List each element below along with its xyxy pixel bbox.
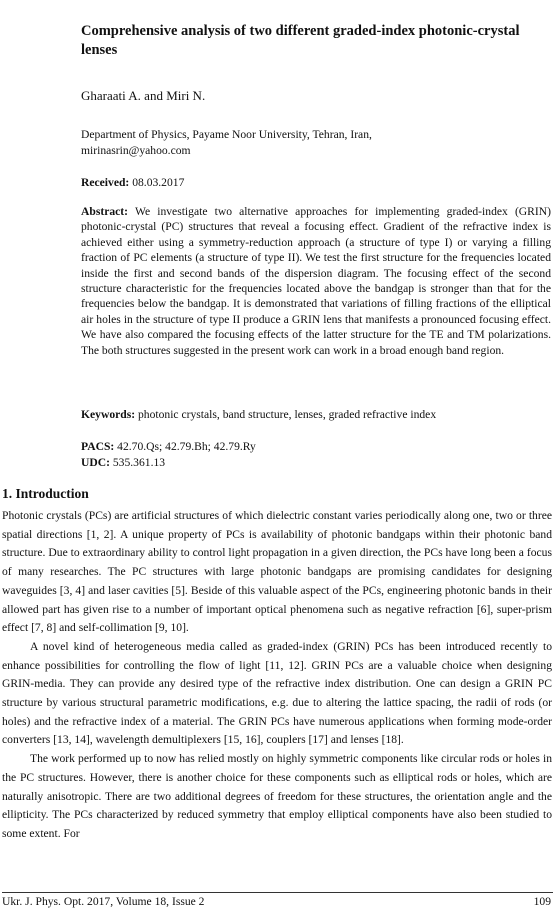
paragraph: A novel kind of heterogeneous media called as graded-index (GRIN) PCs has been introduced recently to enhance possibilities for controlling the flow of light [11, 12]. GRIN PCs are a valuable choice when designing GRIN-media. They can provide any desired type of the refractive index distribution. One can design a GRIN PC structure by various structural parametric modifications, e.g. due to altering the lattice spacing, the radii of rods (or holes) and the refractive index of a material. The GRIN PCs have numerous applications when forming mode-order converters [13, 14], wavelength demultiplexers [15, 16], couplers [17] and lenses [18]. [2, 639, 552, 747]
introduction-body [2, 507, 552, 844]
received-date: 08.03.2017 [129, 176, 185, 189]
paper-title: Comprehensive analysis of two different graded-index photonic-crystal lenses [81, 23, 520, 58]
footer-journal: Ukr. J. Phys. Opt. 2017, Volume 18, Issue 2 [2, 895, 205, 908]
udc-text: 535.361.13 [109, 456, 166, 469]
paragraph: Photonic crystals (PCs) are artificial structures of which dielectric constant varies periodically along one, two or three spatial directions [1, 2]. A unique property of PCs is availability of photonic bandgaps within their photonic band structure. Due to extraordinary ability to control light propagation in a given direction, the PCs have long been a focus of many researches. The PC structures with large photonic bandgaps are promising candidates for designing waveguides [3, 4] and laser cavities [5]. Beside of this valuable aspect of the PCs, engineering photonic bands in their allowed part has given rise to a number of important optical phenomena such as negative refraction [6], super-prism effect [7, 8] and self-collimation [9, 10]. [2, 509, 552, 635]
received-line [81, 176, 184, 189]
abstract-text: We investigate two alternative approaches for implementing graded-index (GRIN) photonic-crystal (PC) structures that reveal a focusing effect. Gradient of the refractive index is achieved either using a symmetry-reduction approach (a structure of type I) or varying a filling fraction of PC elements (a structure of type II). We test the first structure for the frequencies located inside the first and second bands of the dispersion diagram. The focusing effect of the second structure characteristic for the frequencies located above the bandgap is stronger than that for the frequencies below the bandgap. It is demonstrated that variations of filling fractions of the elliptical air holes in the structure of type II produce a GRIN lens that manifests a pronounced focusing effect. We have also compared the focusing effects of the latter structure for the TE and TM polarizations. The both structures suggested in the present work can work in a broad enough band region. [81, 205, 551, 357]
udc-label: UDC: [81, 456, 110, 469]
abstract-label: Abstract: [81, 205, 129, 218]
paragraph: The work performed up to now has relied mostly on highly symmetric components like circular rods or holes in the PC structures. However, there is another choice for these components such as elliptical rods or holes, which are naturally anisotropic. There are two additional degrees of freedom for these structures, the orientation angle and the ellipticity. The PCs characterized by reduced symmetry that employ elliptical components have also been studied to some extent. For [2, 752, 552, 840]
keywords-label: Keywords: [81, 408, 136, 421]
received-label: Received: [81, 176, 130, 189]
page-number: 109 [533, 895, 551, 908]
pacs-text: 42.70.Qs; 42.79.Bh; 42.79.Ry [114, 440, 256, 453]
affiliation: Department of Physics, Payame Noor University, Tehran, Iran, [81, 128, 372, 141]
pacs-label: PACS: [81, 440, 115, 453]
classification-block [81, 439, 256, 471]
keywords-text: photonic crystals, band structure, lenses, graded refractive index [135, 408, 437, 421]
affiliation-block [81, 127, 541, 159]
keywords-line [81, 408, 551, 421]
abstract [81, 204, 551, 358]
footer-rule [2, 892, 553, 893]
udc-line [81, 455, 256, 471]
email: mirinasrin@yahoo.com [81, 144, 191, 157]
pacs-line [81, 439, 256, 455]
authors: Gharaati A. and Miri N. [81, 88, 206, 103]
section-heading: 1. Introduction [2, 486, 89, 501]
